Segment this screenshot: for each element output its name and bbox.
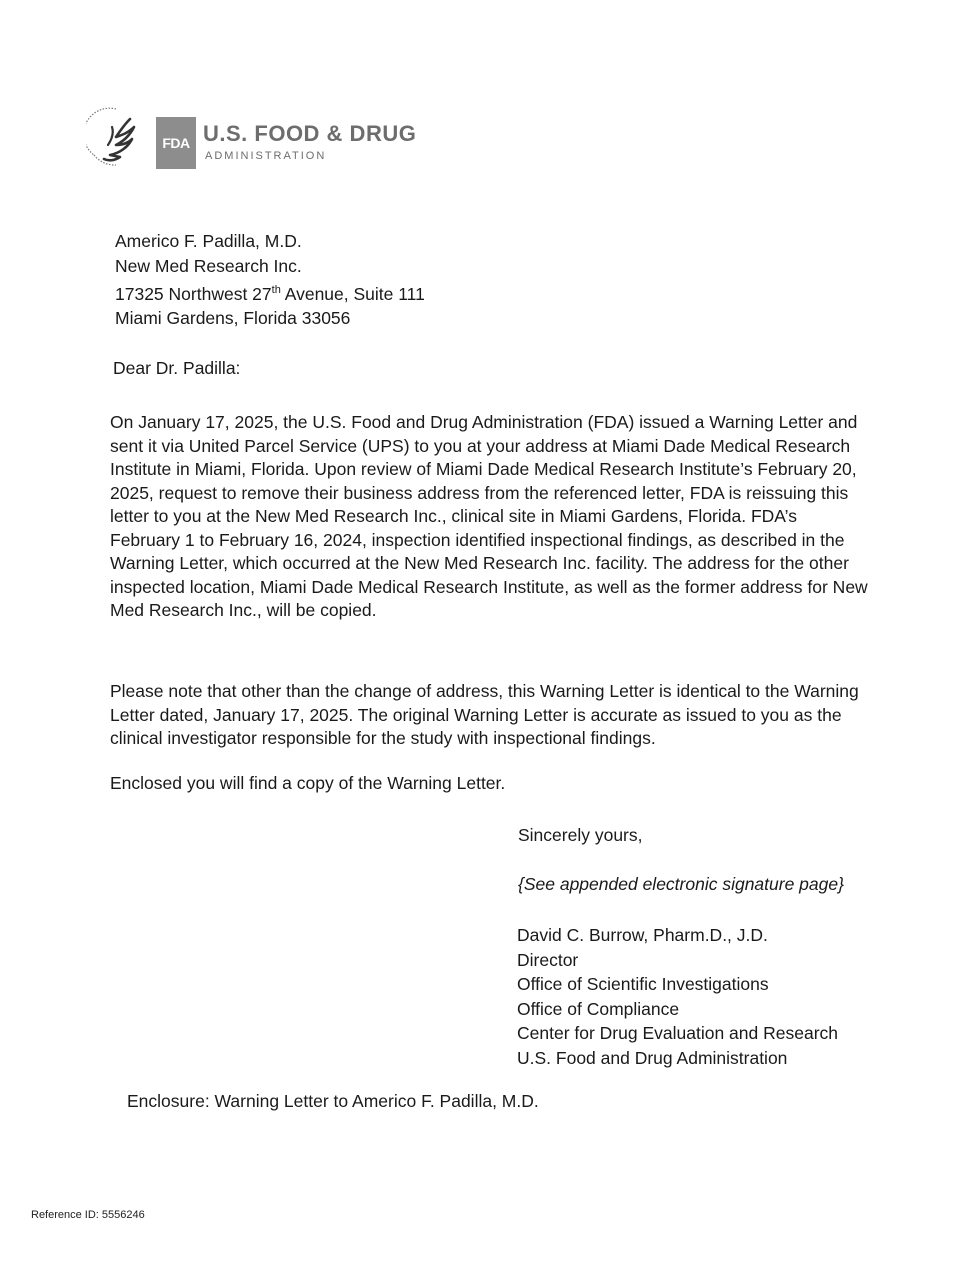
body-paragraph-2: Please note that other than the change of address, this Warning Letter is identical to the Warning Letter dated, January 17, 2025. The original Warning Letter is accurate as issued to you as the clinical investigator responsible for the study with inspectional findings.: [110, 681, 859, 748]
fda-letterhead: [86, 105, 417, 175]
street-ordinal: th: [271, 284, 281, 296]
street-suffix: Avenue, Suite 111: [280, 283, 425, 304]
signer-agency: U.S. Food and Drug Administration: [517, 1047, 788, 1068]
enclosure-line: Enclosure: Warning Letter to Americo F. Padilla, M.D.: [127, 1091, 539, 1111]
signer-name: David C. Burrow, Pharm.D., J.D.: [517, 925, 768, 945]
signer-office-1: Office of Scientific Investigations: [517, 974, 769, 994]
street-prefix: 17325 Northwest 27: [115, 283, 272, 304]
recipient-street: [115, 279, 425, 306]
recipient-address: [115, 230, 425, 332]
fda-logo-mark: FDA: [156, 117, 196, 169]
signer-title: Director: [517, 949, 579, 970]
closing: Sincerely yours,: [518, 825, 643, 845]
body-paragraph-1: On January 17, 2025, the U.S. Food and Drug Administration (FDA) issued a Warning Letter and sent it via United Parcel Service (UPS) to you at your address at Miami Dade Medical Research Institute in Miami, Florida. Upon review of Miami Dade Medical Research Institute’s February 20, 2025, request to remove their business address from the referenced letter, FDA is reissuing this letter to you at the New Med Research Inc., clinical site in Miami Gardens, Florida. FDA’s February 1 to February 16, 2024, inspection identified inspectional findings, as described in the Warning Letter, which occurred at the New Med Research Inc. facility. The address for the other inspected location, Miami Dade Medical Research Institute, as well as the former address for New Med Research Inc., will be copied.: [110, 412, 868, 620]
agency-name: U.S. FOOD & DRUG: [203, 121, 417, 146]
agency-subtitle: ADMINISTRATION: [205, 150, 327, 162]
signature-block: [517, 923, 838, 1070]
recipient-city-state-zip: Miami Gardens, Florida 33056: [115, 308, 351, 329]
reference-id: Reference ID: 5556246: [31, 1209, 145, 1221]
salutation: Dear Dr. Padilla:: [113, 358, 241, 378]
body-paragraph-3: Enclosed you will find a copy of the Warning Letter.: [110, 773, 506, 793]
hhs-eagle-icon: [86, 105, 146, 171]
signer-center: Center for Drug Evaluation and Research: [517, 1023, 839, 1043]
recipient-organization: New Med Research Inc.: [115, 255, 302, 276]
signer-office-2: Office of Compliance: [517, 998, 680, 1019]
recipient-name: Americo F. Padilla, M.D.: [115, 231, 302, 251]
signature-note: {See appended electronic signature page}: [518, 874, 844, 894]
